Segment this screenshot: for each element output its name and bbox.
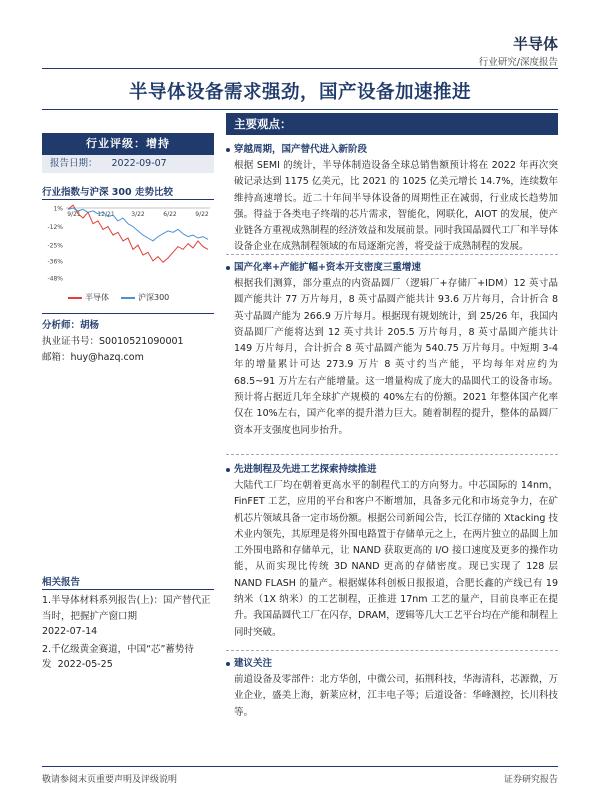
analyst-divider [42, 313, 214, 314]
legend-label: 半导体 [85, 293, 109, 302]
related-report-date: 2022-05-25 [57, 659, 113, 670]
key-points-header: 主要观点： [226, 113, 558, 135]
bullet-icon [226, 148, 230, 152]
section-body: 根据我们测算，部分重点的内资晶圆厂（逻辑厂+存储厂+IDM）12 英寸晶圆产能共计 77 万片每月，8 英寸晶圆产能共计 93.6 万片每月，合计折合 8 英寸晶圆产能为 266.9 万片每月。根据现有规划统计，到 25/26 年，我国内资晶圆厂产能将达到 12 英寸共计 205.5 万片每月，8 英寸晶圆产能共计 149 万片每月，合计折合 8 英寸晶圆产能为 540.75 万片每月。中短期 3-4 年的增量累计可达 273.9 万片 8 英寸约当产能，平均每年对应约为 68.5~91 万片左右产能增量。这一增量构成了庞大的晶圆代工的设备市场。预计将占据近几年全球扩产规模的 40%左右的份额。2021 年整体国产化率仅在 10%左右，国产化率的提升潜力巨大。随着制程的提升，整体的晶圆厂资本开支强度也同步抬升。 [234, 278, 558, 436]
analyst-cert: 执业证书号：S0010521090001 [42, 336, 184, 347]
chart-title: 行业指数与沪深 300 走势比较 [42, 187, 173, 198]
legend-swatch [68, 297, 82, 299]
related-divider [42, 589, 214, 590]
related-reports-title: 相关报告 [42, 577, 81, 588]
analyst-name: 分析师：胡杨 [42, 320, 100, 331]
footer-divider [42, 766, 558, 767]
section-body: 根据 SEMI 的统计，半导体制造设备全球总销售额预计将在 2022 年再次突破记录达到 1175 亿美元，比 2021 的 1025 亿美元增长 14.7%，连续数年维持高速增长。近二十年间半导体设备的周期性正在减弱，行业成长趋势加强。得益于各类电子终端的芯片需求，智能化，网联化，AIOT 的发展，使产业链各方重视成熟制程的经济效益和发展前景。同时我国晶圆代工厂和半导体设备企业在成熟制程领域的布局逐渐完善，将受益于成熟制程的发展。 [234, 160, 558, 253]
related-report-item[interactable] [42, 642, 212, 673]
title-divider [42, 109, 558, 110]
section-recommendation [226, 655, 558, 721]
y-tick-label: -36% [47, 258, 63, 266]
section-cycle [226, 141, 558, 256]
section-title: 穿越周期，国产替代进入新阶段 [226, 141, 558, 155]
header-divider [42, 68, 558, 69]
legend-swatch [121, 297, 135, 299]
legend-label: 沪深300 [138, 293, 170, 302]
bullet-icon [226, 266, 230, 270]
y-tick-label: -12% [47, 224, 63, 232]
legend-item [68, 293, 109, 302]
section-advanced-process [226, 461, 558, 641]
index-comparison-chart [42, 204, 214, 284]
x-tick-label: 9/21 [67, 211, 81, 218]
legend-item [121, 293, 169, 302]
section-title: 先进制程及先进工艺探索持续推进 [226, 461, 558, 475]
analyst-email: 邮箱：huy@hazq.com [42, 352, 144, 363]
rating-badge: 行业评级：增持 [42, 133, 214, 155]
section-title: 建议关注 [226, 655, 558, 669]
related-report-item[interactable] [42, 593, 212, 640]
date-value: 2022-09-07 [111, 158, 167, 169]
related-reports-list [42, 593, 212, 675]
y-tick-label: -25% [47, 242, 63, 250]
footer-label: 证券研究报告 [503, 775, 558, 785]
section-divider [226, 254, 558, 255]
x-tick-label: 3/22 [131, 211, 145, 218]
date-label: 报告日期： [50, 158, 98, 169]
section-divider [226, 454, 558, 455]
industry-label: 半导体 [512, 35, 558, 53]
bullet-icon [226, 468, 230, 472]
section-body: 前道设备及零部件：北方华创，中微公司，拓荆科技，华海清科，芯源微，万业企业，盛美上海，新莱应材，江丰电子等；后道设备：华峰测控，长川科技等。 [234, 674, 558, 718]
page-title: 半导体设备需求强劲，国产设备加速推进 [128, 82, 471, 103]
section-divider [226, 650, 558, 651]
related-report-text[interactable]: 2.千亿级黄金赛道，中国“芯”蓄势待发 [42, 643, 194, 670]
report-date-row [42, 155, 214, 173]
section-body: 大陆代工厂均在朝着更高水平的制程代工的方向努力。中芯国际的 14nm，FinFET 工艺，应用的平台和客户不断增加，具备多元化和市场竞争力，在矿机芯片领域具备一定市场份额。根据公司新闻公告，长江存储的 Xtacking 技术业内领先，其原理是将外围电路置于存储单元之上，在两片独立的晶圆上加工外围电路和存储单元，让 NAND 获取更高的 I/O 接口速度及更多的操作功能，从而实现比传统 3D NAND 更高的存储密度。现已实现了 128 层 NAND FLASH 的量产。根据媒体科创板日报报道，合肥长鑫的产线已有 19 纳米（1X 纳米）的工艺制程，正推进 17nm 工艺的量产，目前良率正在提升。我国晶圆代工厂在闪存，DRAM，逻辑等几大工艺平台均在产能和制程上同时突破。 [234, 480, 558, 638]
disclaimer-note: 敬请参阅末页重要声明及评级说明 [42, 775, 178, 785]
y-tick-label: -48% [47, 275, 63, 283]
report-type: 行业研究/深度报告 [478, 57, 558, 68]
y-tick-label: 1% [53, 205, 63, 213]
bullet-icon [226, 662, 230, 666]
chart-title-divider [42, 199, 214, 200]
related-report-date: 2022-07-14 [42, 626, 98, 637]
x-tick-label: 9/22 [195, 211, 209, 218]
x-tick-label: 12/21 [97, 211, 115, 218]
section-title: 国产化率+产能扩幅+资本开支密度三重增速 [226, 259, 558, 273]
related-report-text[interactable]: 1.半导体材料系列报告(上)：国产替代正当时，把握扩产窗口期 [42, 595, 211, 622]
x-tick-label: 6/22 [163, 211, 177, 218]
section-capacity [226, 259, 558, 439]
chart-legend [68, 292, 181, 303]
